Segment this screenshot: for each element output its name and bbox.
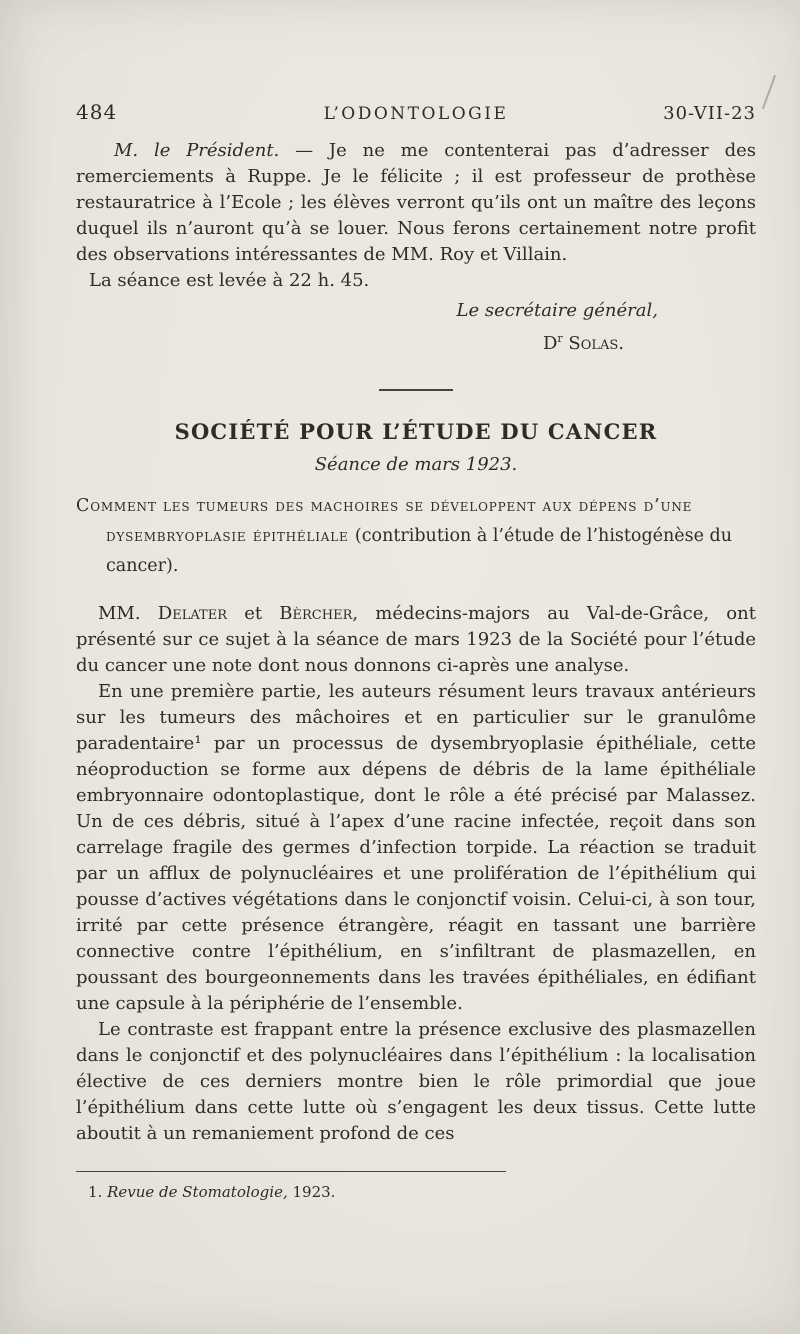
article-paragraph-authors <box>76 601 756 679</box>
author-name-bercher: Bèrcher <box>279 603 353 624</box>
session-subtitle: Séance de mars 1923. <box>314 454 518 475</box>
article-paragraph-contrast: Le contraste est frappant entre la présence exclusive des plasmazellen dans le conjonctif et des polynucléaires dans l’épithélium : la localisation élective de ces derniers montre bien le rôle primordial que joue l’épithélium dans cette lutte où s’engagent les deux tissus. Cette lutte aboutit à un remaniement profond de ces <box>76 1019 756 1144</box>
minutes-paragraph <box>76 138 756 268</box>
authors-conjunction: et <box>226 603 280 624</box>
signature-superscript: r <box>557 332 563 345</box>
signature-name <box>76 324 756 359</box>
authors-prefix: MM. <box>98 603 158 624</box>
footnote-year: 1923. <box>287 1183 336 1201</box>
minutes-text: — Je ne me contenterai pas d’adresser des remerciements à Ruppe. Je le félicite ; il est professeur de prothèse restauratrice à l’Ecole ; les élèves verront qu’ils ont un maître des leçons duquel ils n’auront qu’à se louer. Nous ferons certainement notre profit des observations intéressantes de MM. Roy et Villain. <box>76 140 756 265</box>
authors-paragraph-rest: , médecins-majors au Val-de-Grâce, ont présenté sur ce sujet à la séance de mars 1923 de la Société pour l’étude du cancer une note dont nous donnons ci-après une analyse. <box>76 603 756 676</box>
article-heading-smallcaps: Comment les tumeurs des machoires se développent aux dépens d’une dysembryoplasie épithéliale <box>76 496 693 546</box>
page-header <box>76 100 756 124</box>
scan-artifact <box>762 75 776 110</box>
issue-date: 30-VII-23 <box>663 103 757 124</box>
section-divider <box>379 389 453 391</box>
speaker-name: M. le Président. <box>114 140 280 161</box>
page-number: 484 <box>76 100 118 124</box>
section-title: SOCIÉTÉ POUR L’ÉTUDE DU CANCER <box>174 419 658 444</box>
article-heading-parenthesis: (contribution à l’étude de l’histogénèse du cancer). <box>106 526 733 576</box>
article-heading <box>76 491 756 581</box>
article-paragraph-analysis: En une première partie, les auteurs résument leurs travaux antérieurs sur les tumeurs des mâchoires et en particulier sur le granulôme paradentaire¹ par un processus de dysembryoplasie épithéliale, cette néoproduction se forme aux dépens de débris de la lame épithéliale embryonnaire odontoplastique, dont le rôle a été précisé par Malassez. Un de ces débris, situé à l’apex d’une racine infectée, reçoit dans son carrelage fragile des germes d’infection torpide. La réaction se traduit par un afflux de polynucléaires et une prolifération de l’épithélium qui pousse d’actives végétations dans le conjonctif voisin. Celui-ci, à son tour, irrité par cette présence étrangère, réagit en tassant une barrière connective contre l’épithélium, en s’infiltrant de plasmazellen, en poussant des bourgeonnements dans les travées épithéliales, en édifiant une capsule à la périphérie de l’ensemble. <box>76 681 756 1014</box>
author-name-delater: Delater <box>157 603 227 624</box>
signature-initial: D <box>542 333 558 354</box>
footnote <box>88 1182 756 1202</box>
footnote-journal: Revue de Stomatologie, <box>107 1183 288 1201</box>
journal-title: L’ODONTOLOGIE <box>323 104 509 124</box>
signature-surname: Solas. <box>562 333 624 354</box>
signature-role: Le secrétaire général, <box>456 300 658 321</box>
footnote-number: 1. <box>88 1183 108 1201</box>
footnote-rule <box>76 1171 506 1172</box>
session-closing-line: La séance est levée à 22 h. 45. <box>89 270 370 291</box>
